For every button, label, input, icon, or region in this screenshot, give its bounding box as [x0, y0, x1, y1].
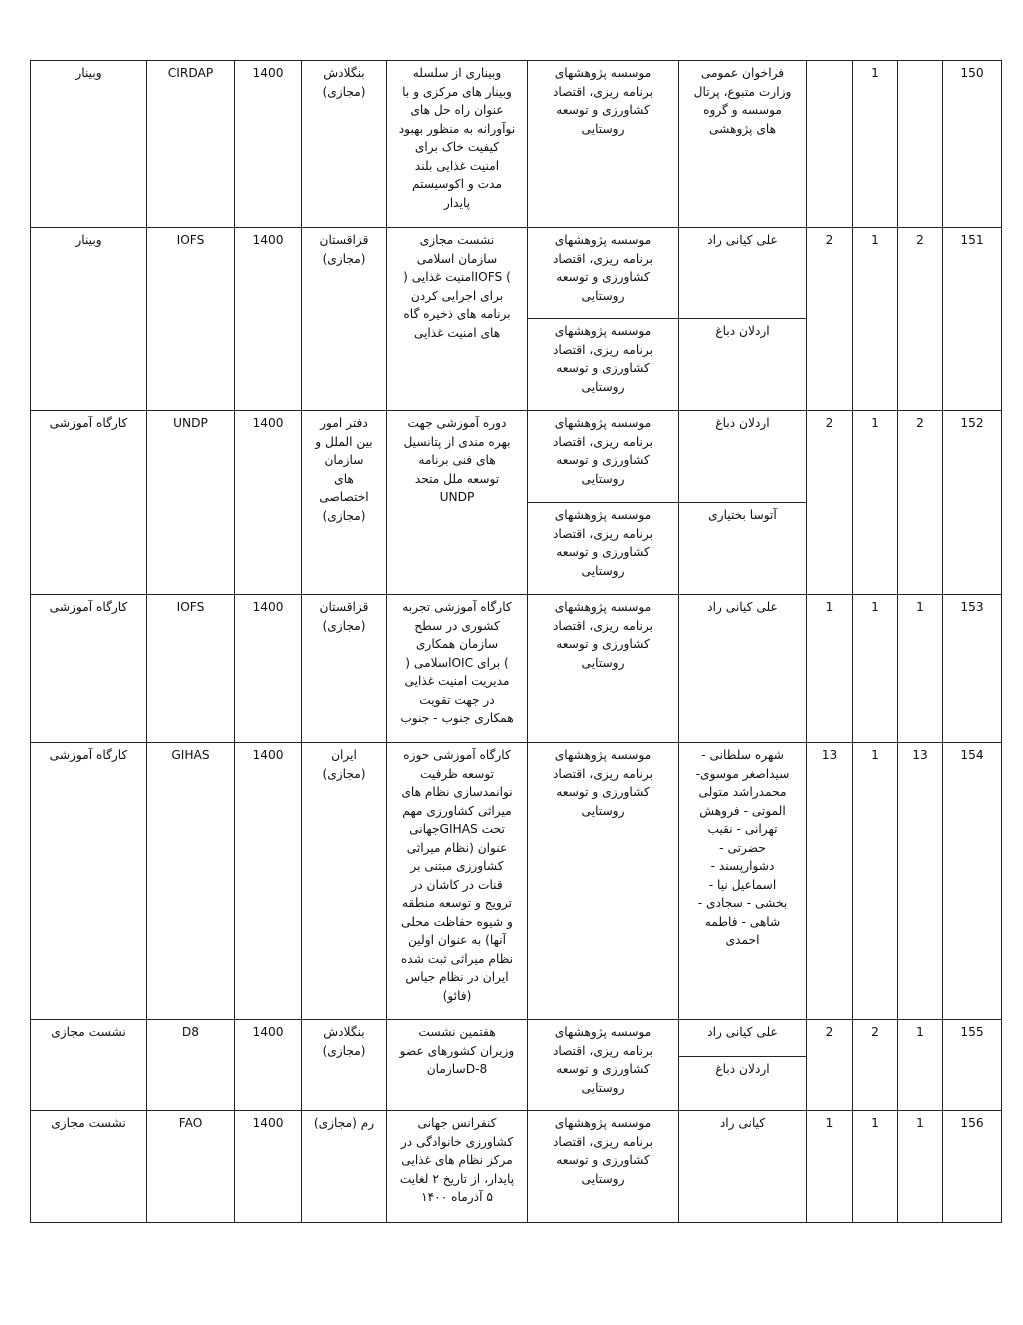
- table-row: [31, 411, 1002, 595]
- unit-cell: [528, 1111, 679, 1223]
- organization-cell: GIHAS: [147, 743, 235, 1020]
- year-cell: 1400: [235, 61, 302, 228]
- title-cell: هفتمین نشست وزیران کشورهای عضو D-8سازمان: [387, 1020, 528, 1111]
- table-row: [31, 595, 1002, 743]
- count-3-cell: 1: [898, 1111, 943, 1223]
- year-cell: 1400: [235, 743, 302, 1020]
- participants-cell-text: اردلان دباغ: [715, 1062, 770, 1076]
- count-2-cell: 1: [853, 595, 898, 743]
- participants-cell: [679, 411, 807, 595]
- participants-cell: [679, 1111, 807, 1223]
- place-cell: قزاقستان (مجازی): [302, 228, 387, 411]
- participants-cell-text: کیانی راد: [719, 1116, 766, 1130]
- participants-cell-text: شهره سلطانی - سیداصغر موسوی- محمدراشد متولی الموتی - فروهش تهرانی - نقیب حضرتی - دشوارپسند - اسماعیل نیا - بخشی - سجادی - شاهی - فاطمه احمدی: [695, 748, 790, 947]
- unit-cell-text: موسسه پژوهشهای برنامه ریزی، اقتصاد کشاورزی و توسعه روستایی: [552, 600, 654, 670]
- title-cell: وبیناری از سلسله وبینار های مرکزی و با عنوان راه حل های نوآورانه به منظور بهبود کیفیت خاک برای امنیت غذایی بلند مدت و اکوسیستم پایدار: [387, 61, 528, 228]
- year-cell: 1400: [235, 1020, 302, 1111]
- table-row: [31, 1020, 1002, 1111]
- organization-cell: CIRDAP: [147, 61, 235, 228]
- place-cell: ایران (مجازی): [302, 743, 387, 1020]
- count-1-cell: 2: [807, 1020, 853, 1111]
- count-1-cell: [807, 61, 853, 228]
- unit-cell: [528, 61, 679, 228]
- unit-cell-text: موسسه پژوهشهای برنامه ریزی، اقتصاد کشاورزی و توسعه روستایی: [528, 228, 678, 319]
- unit-cell: [528, 228, 679, 411]
- organization-cell: UNDP: [147, 411, 235, 595]
- place-cell: دفتر امور بین الملل و سازمان های اختصاصی (مجازی): [302, 411, 387, 595]
- row-number-cell: 154: [943, 743, 1002, 1020]
- place-cell: رم (مجازی): [302, 1111, 387, 1223]
- unit-cell: [528, 743, 679, 1020]
- unit-cell-text: موسسه پژوهشهای برنامه ریزی، اقتصاد کشاورزی و توسعه روستایی: [552, 1116, 654, 1186]
- count-1-cell: 1: [807, 595, 853, 743]
- count-1-cell: 13: [807, 743, 853, 1020]
- year-cell: 1400: [235, 595, 302, 743]
- organization-cell: IOFS: [147, 595, 235, 743]
- unit-cell-text: موسسه پژوهشهای برنامه ریزی، اقتصاد کشاورزی و توسعه روستایی: [528, 411, 678, 503]
- participants-cell-text: اردلان دباغ: [679, 411, 806, 503]
- participants-cell: [679, 595, 807, 743]
- participants-cell-text: علی کیانی راد: [707, 600, 778, 614]
- organization-cell: D8: [147, 1020, 235, 1111]
- count-3-cell: 1: [898, 1020, 943, 1111]
- organization-cell: FAO: [147, 1111, 235, 1223]
- year-cell: 1400: [235, 411, 302, 595]
- unit-cell-text: موسسه پژوهشهای برنامه ریزی، اقتصاد کشاورزی و توسعه روستایی: [552, 324, 654, 394]
- count-2-cell: 2: [853, 1020, 898, 1111]
- participants-cell: [679, 1020, 807, 1111]
- unit-cell-text: موسسه پژوهشهای برنامه ریزی، اقتصاد کشاورزی و توسعه روستایی: [552, 748, 654, 818]
- place-cell: قزاقستان (مجازی): [302, 595, 387, 743]
- table-row: [31, 743, 1002, 1020]
- title-cell: کارگاه آموزشی حوزه توسعه ظرفیت نوانمدسازی نظام های میراثی کشاورزی مهم تحت GIHASجهانی عنوان (نظام میراثی کشاورزی مبتنی بر قنات در کاشان در ترویج و توسعه منطقه و شیوه حفاظت محلی آنها) به عنوان اولین نظام میراثی ثبت شده ایران در نظام جیاس (فائو): [387, 743, 528, 1020]
- row-number-cell: 152: [943, 411, 1002, 595]
- year-cell: 1400: [235, 1111, 302, 1223]
- activity-type-cell: وبینار: [31, 61, 147, 228]
- title-cell: نشست مجازی سازمان اسلامی ) IOFSامنیت غذایی ( برای اجرایی کردن برنامه های ذخیره گاه های امنیت غذایی: [387, 228, 528, 411]
- organization-cell: IOFS: [147, 228, 235, 411]
- row-number-cell: 156: [943, 1111, 1002, 1223]
- activity-type-cell: کارگاه آموزشی: [31, 411, 147, 595]
- unit-cell-text: موسسه پژوهشهای برنامه ریزی، اقتصاد کشاورزی و توسعه روستایی: [552, 508, 654, 578]
- count-3-cell: 1: [898, 595, 943, 743]
- activity-type-cell: وبینار: [31, 228, 147, 411]
- participants-cell-text: آتوسا بختیاری: [708, 508, 777, 522]
- year-cell: 1400: [235, 228, 302, 411]
- unit-cell: [528, 1020, 679, 1111]
- title-cell: دوره آموزشی جهت بهره مندی از پتانسیل های فنی برنامه توسعه ملل متحد UNDP: [387, 411, 528, 595]
- participants-cell-text: فراخوان عمومی وزارت متبوع، پرتال موسسه و گروه های پژوهشی: [693, 66, 792, 136]
- count-2-cell: 1: [853, 743, 898, 1020]
- count-3-cell: 13: [898, 743, 943, 1020]
- participants-cell-text: علی کیانی راد: [679, 228, 806, 319]
- count-3-cell: 2: [898, 228, 943, 411]
- title-cell: کارگاه آموزشی تجربه کشوری در سطح سازمان همکاری ) برای OICاسلامی ( مدیریت امنیت غذایی در جهت تقویت همکاری جنوب - جنوب: [387, 595, 528, 743]
- participants-cell: [679, 61, 807, 228]
- title-cell: کنفرانس جهانی کشاورزی خانوادگی در مرکز نظام های غذایی پایدار، از تاریخ ۲ لغایت ۵ آذرماه ۱۴۰۰: [387, 1111, 528, 1223]
- participants-cell: [679, 228, 807, 411]
- unit-cell-text: موسسه پژوهشهای برنامه ریزی، اقتصاد کشاورزی و توسعه روستایی: [552, 66, 654, 136]
- table-row: [31, 61, 1002, 228]
- activity-type-cell: نشست مجازی: [31, 1111, 147, 1223]
- count-1-cell: 2: [807, 228, 853, 411]
- participants-cell-text: اردلان دباغ: [715, 324, 770, 338]
- count-1-cell: 1: [807, 1111, 853, 1223]
- count-1-cell: 2: [807, 411, 853, 595]
- row-number-cell: 151: [943, 228, 1002, 411]
- unit-cell: [528, 411, 679, 595]
- row-number-cell: 155: [943, 1020, 1002, 1111]
- row-number-cell: 150: [943, 61, 1002, 228]
- table-row: [31, 228, 1002, 411]
- unit-cell: [528, 595, 679, 743]
- activities-table: [30, 60, 1002, 1223]
- count-2-cell: 1: [853, 1111, 898, 1223]
- count-2-cell: 1: [853, 228, 898, 411]
- participants-cell: [679, 743, 807, 1020]
- activity-type-cell: کارگاه آموزشی: [31, 595, 147, 743]
- activity-type-cell: نشست مجازی: [31, 1020, 147, 1111]
- count-2-cell: 1: [853, 61, 898, 228]
- place-cell: بنگلادش (مجازی): [302, 61, 387, 228]
- place-cell: بنگلادش (مجازی): [302, 1020, 387, 1111]
- unit-cell-text: موسسه پژوهشهای برنامه ریزی، اقتصاد کشاورزی و توسعه روستایی: [552, 1025, 654, 1095]
- count-3-cell: 2: [898, 411, 943, 595]
- count-2-cell: 1: [853, 411, 898, 595]
- count-3-cell: [898, 61, 943, 228]
- row-number-cell: 153: [943, 595, 1002, 743]
- activity-type-cell: کارگاه آموزشی: [31, 743, 147, 1020]
- table-row: [31, 1111, 1002, 1223]
- participants-cell-text: علی کیانی راد: [679, 1020, 806, 1057]
